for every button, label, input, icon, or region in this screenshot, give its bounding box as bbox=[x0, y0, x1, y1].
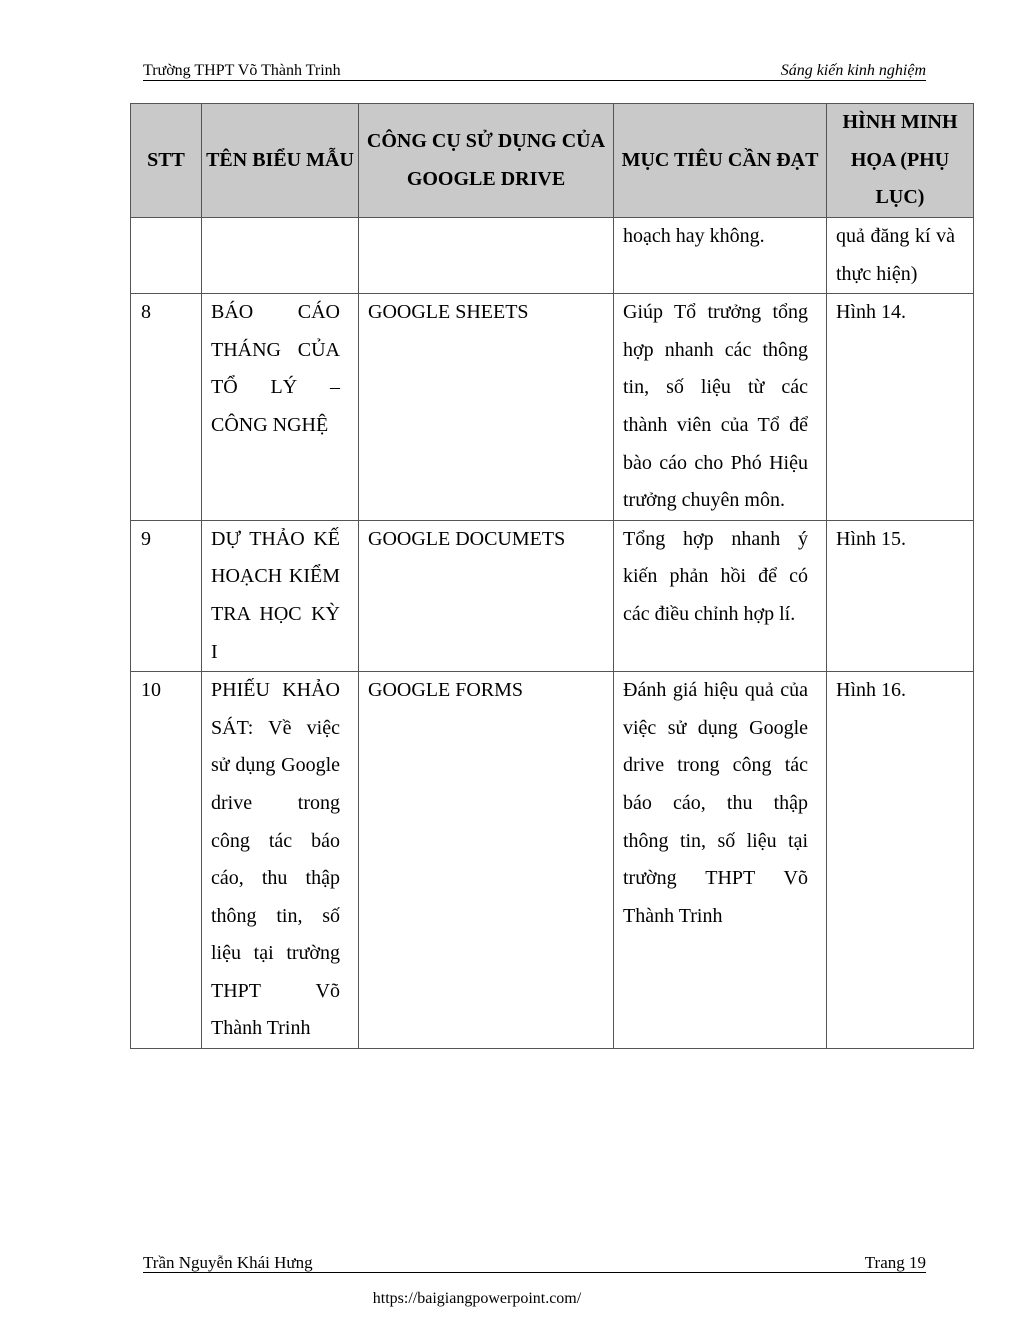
page-header bbox=[143, 60, 926, 81]
cell-stt: 8 bbox=[131, 294, 202, 521]
footer-author: Trần Nguyễn Khái Hưng bbox=[143, 1253, 313, 1272]
cell-hinh: Hình 16. bbox=[827, 672, 974, 1049]
cell-ten: DỰ THẢO KẾ HOẠCH KIỂM TRA HỌC KỲ I bbox=[202, 520, 359, 671]
footer-page-number: Trang 19 bbox=[864, 1253, 926, 1272]
cell-hinh: quả đăng kí và thực hiện) bbox=[827, 218, 974, 294]
header-muc-tieu: MỤC TIÊU CẦN ĐẠT bbox=[614, 104, 827, 218]
cell-ten: BÁO CÁO THÁNG CỦA TỔ LÝ – CÔNG NGHỆ bbox=[202, 294, 359, 521]
table-row bbox=[131, 218, 974, 294]
header-ten-bieu-mau: TÊN BIỂU MẪU bbox=[202, 104, 359, 218]
cell-muc-tieu: Đánh giá hiệu quả của việc sử dụng Google drive trong công tác báo cáo, thu thập thông tin, số liệu tại trường THPT Võ Thành Trinh bbox=[614, 672, 827, 1049]
table-header-row bbox=[131, 104, 974, 218]
header-cong-cu: CÔNG CỤ SỬ DỤNG CỦA GOOGLE DRIVE bbox=[359, 104, 614, 218]
cell-cong-cu bbox=[359, 218, 614, 294]
tools-table bbox=[130, 103, 974, 1049]
table-row bbox=[131, 294, 974, 521]
table-row bbox=[131, 672, 974, 1049]
cell-stt: 9 bbox=[131, 520, 202, 671]
cell-muc-tieu: Tổng hợp nhanh ý kiến phản hồi để có các điều chỉnh hợp lí. bbox=[614, 520, 827, 671]
header-school-name: Trường THPT Võ Thành Trinh bbox=[143, 62, 341, 79]
table-row bbox=[131, 520, 974, 671]
cell-cong-cu: GOOGLE FORMS bbox=[359, 672, 614, 1049]
cell-ten bbox=[202, 218, 359, 294]
header-hinh-minh-hoa: HÌNH MINH HỌA (PHỤ LỤC) bbox=[827, 104, 974, 218]
header-stt: STT bbox=[131, 104, 202, 218]
cell-ten: PHIẾU KHẢO SÁT: Về việc sử dụng Google drive trong công tác báo cáo, thu thập thông tin, số liệu tại trường THPT Võ Thành Trinh bbox=[202, 672, 359, 1049]
cell-hinh: Hình 15. bbox=[827, 520, 974, 671]
cell-stt: 10 bbox=[131, 672, 202, 1049]
cell-muc-tieu: hoạch hay không. bbox=[614, 218, 827, 294]
footer-url: https://baigiangpowerpoint.com/ bbox=[372, 1290, 582, 1307]
cell-cong-cu: GOOGLE DOCUMETS bbox=[359, 520, 614, 671]
cell-stt bbox=[131, 218, 202, 294]
header-document-type: Sáng kiến kinh nghiệm bbox=[780, 62, 926, 79]
cell-cong-cu: GOOGLE SHEETS bbox=[359, 294, 614, 521]
cell-muc-tieu: Giúp Tổ trưởng tổng hợp nhanh các thông tin, số liệu từ các thành viên của Tổ để bào cáo cho Phó Hiệu trưởng chuyên môn. bbox=[614, 294, 827, 521]
cell-hinh: Hình 14. bbox=[827, 294, 974, 521]
page-footer bbox=[143, 1252, 926, 1273]
